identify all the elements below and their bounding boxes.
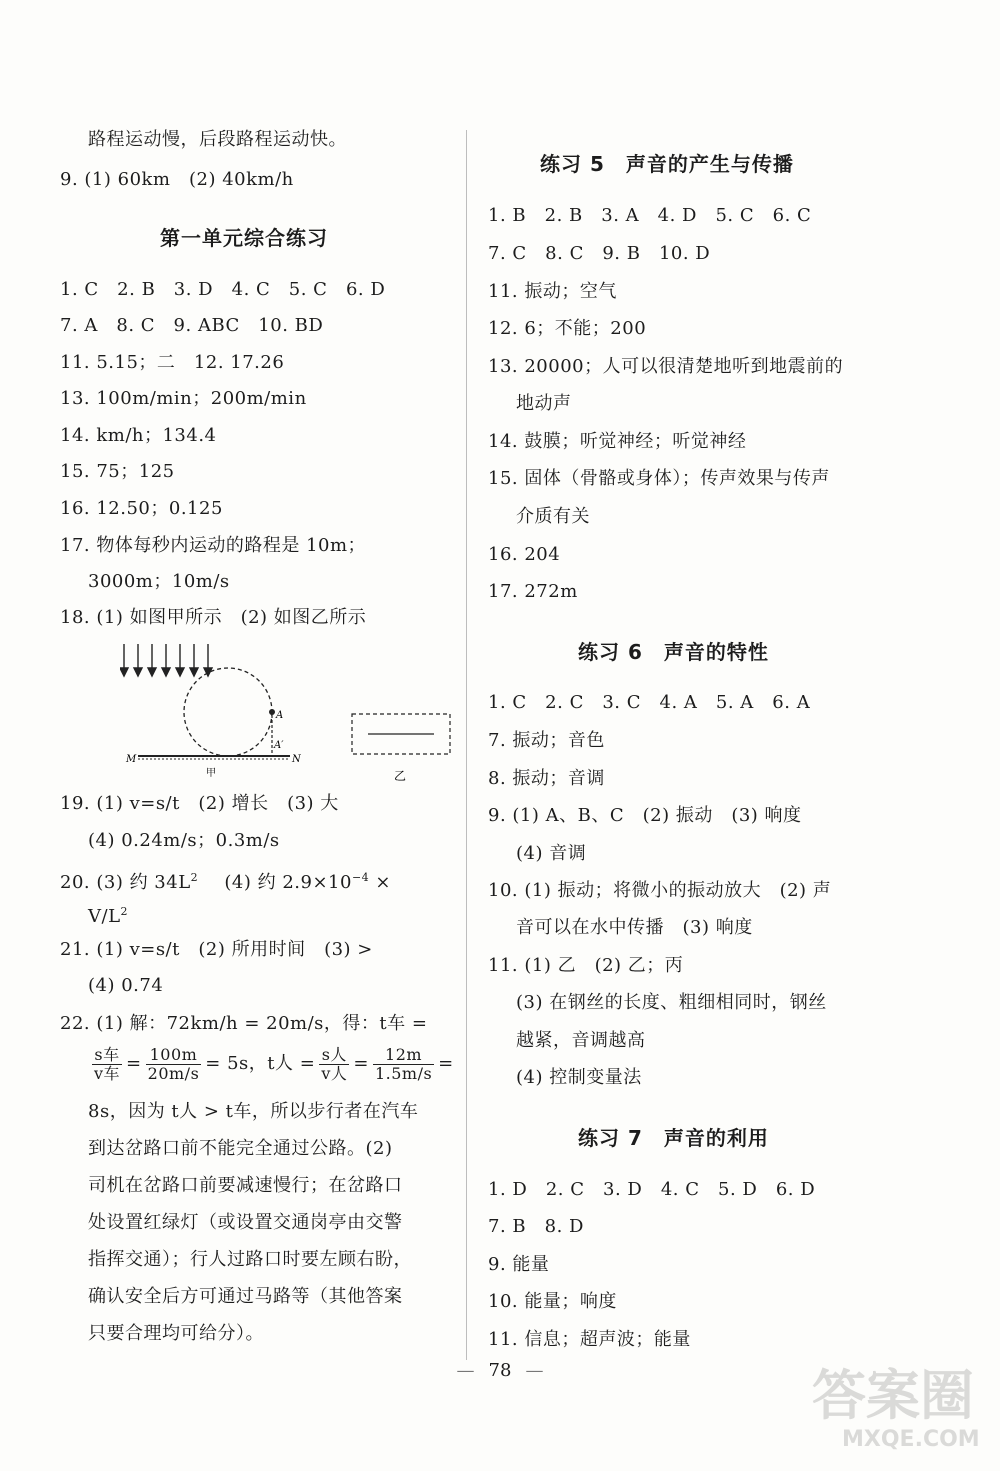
answer-line: 15. 75；125 xyxy=(60,461,175,482)
dashed-circle xyxy=(184,668,272,756)
answer-line: 3000m；10m/s xyxy=(88,571,230,592)
answer-line: (4) 音调 xyxy=(516,843,587,864)
answer-line: 地动声 xyxy=(516,393,572,414)
watermark-url: MXQE.COM xyxy=(842,1427,980,1452)
label-m: M xyxy=(126,754,137,765)
answer-line: $V/L^2$ xyxy=(88,905,129,927)
answer-line: (3) 在钢丝的长度、粗细相同时，钢丝 xyxy=(516,992,827,1013)
answer-line: 到达岔路口前不能完全通过公路。(2) xyxy=(88,1138,393,1159)
answer-line: 21. (1) v=s/t (2) 所用时间 (3) > xyxy=(60,939,373,960)
answer-line: 11. (1) 乙 (2) 乙；丙 xyxy=(488,955,684,976)
answer-line: 7. A 8. C 9. ABC 10. BD xyxy=(60,315,324,336)
section-heading: 练习 6 声音的特性 xyxy=(578,640,769,664)
answer-line: 18. (1) 如图甲所示 (2) 如图乙所示 xyxy=(60,607,367,628)
answer-line: 22. (1) 解：72km/h = 20m/s，得：t车 = xyxy=(60,1013,428,1034)
answer-line: 8. 振动；音调 xyxy=(488,768,605,789)
answer-line: (4) 0.74 xyxy=(88,975,164,996)
label-n: N xyxy=(292,754,301,765)
answer-line: 9. 能量 xyxy=(488,1254,550,1275)
answer-line: 指挥交通）；行人过路口时要左顾右盼， xyxy=(88,1249,412,1270)
answer-line: 7. C 8. C 9. B 10. D xyxy=(488,243,711,264)
fraction: $\frac{12m}{1.5m/s}$ xyxy=(374,1044,433,1083)
answer-line: 处设置红绿灯（或设置交通岗亭由交警 xyxy=(88,1212,403,1233)
label-a: A xyxy=(276,710,284,721)
answer-line: 16. 12.50；0.125 xyxy=(60,498,223,519)
answer-line: 16. 204 xyxy=(488,544,561,565)
formula-line: $\frac{\text{s车}}{\text{v车}}$ = $\frac{100m}{20m/s}$ = 5s，t人 = $\frac{\text{s人}}{\text{v人}}$ = $\frac{12m}{1.5m/s}$ = xyxy=(94,1044,454,1083)
answer-line: 11. 5.15；二 12. 17.26 xyxy=(60,352,285,373)
label-yi: 乙 xyxy=(394,769,407,783)
answer-line: 音可以在水中传播 (3) 响度 xyxy=(516,917,753,938)
answer-line: 12. 6；不能；200 xyxy=(488,318,647,339)
answer-line: 9. (1) 60km (2) 40km/h xyxy=(60,169,294,190)
text-line: 路程运动慢，后段路程运动快。 xyxy=(88,129,347,150)
answer-line: 介质有关 xyxy=(516,506,590,527)
answer-line: 1. C 2. C 3. C 4. A 5. A 6. A xyxy=(488,692,811,713)
answer-line: 8s，因为 t人 > t车，所以步行者在汽车 xyxy=(88,1101,419,1122)
answer-line: 1. D 2. C 3. D 4. C 5. D 6. D xyxy=(488,1179,816,1200)
label-a-prime: A′ xyxy=(274,740,284,751)
answer-line: (4) 控制变量法 xyxy=(516,1067,642,1088)
column-divider xyxy=(466,130,467,1360)
point-a xyxy=(269,709,275,715)
section-heading: 练习 5 声音的产生与传播 xyxy=(540,152,794,176)
fraction: $\frac{100m}{20m/s}$ xyxy=(147,1044,200,1083)
answer-line: 确认安全后方可通过马路等（其他答案 xyxy=(88,1286,403,1307)
watermark-logo xyxy=(812,1353,982,1463)
answer-line: (4) 0.24m/s；0.3m/s xyxy=(88,830,280,851)
answer-line: 14. km/h；134.4 xyxy=(60,425,217,446)
section-heading: 第一单元综合练习 xyxy=(160,226,328,250)
figure-jia-yi xyxy=(120,640,460,790)
answer-line: 20. (3) 约 $34L^2$ (4) 约 $2.9\times 10^{-4}$ × xyxy=(60,871,391,893)
answer-line: 17. 物体每秒内运动的路程是 10m； xyxy=(60,535,367,556)
answer-line: 只要合理均可给分）。 xyxy=(88,1323,264,1344)
answer-line: 15. 固体（骨骼或身体）；传声效果与传声 xyxy=(488,468,830,489)
label-jia: 甲 xyxy=(206,768,216,779)
answer-line: 7. 振动；音色 xyxy=(488,730,605,751)
answer-line: 11. 振动；空气 xyxy=(488,281,617,302)
watermark-text: 答案圈 xyxy=(812,1364,974,1427)
section-heading: 练习 7 声音的利用 xyxy=(578,1126,769,1150)
answer-line: 9. (1) A、B、C (2) 振动 (3) 响度 xyxy=(488,805,802,826)
answer-line: 14. 鼓膜；听觉神经；听觉神经 xyxy=(488,431,747,452)
answer-line: 19. (1) v=s/t (2) 增长 (3) 大 xyxy=(60,793,339,814)
answer-line: 10. (1) 振动；将微小的振动放大 (2) 声 xyxy=(488,880,832,901)
answer-line: 17. 272m xyxy=(488,581,578,602)
answer-line: 1. B 2. B 3. A 4. D 5. C 6. C xyxy=(488,205,812,226)
answer-line: 越紧，音调越高 xyxy=(516,1030,646,1051)
answer-line: 司机在岔路口前要减速慢行；在岔路口 xyxy=(88,1175,403,1196)
page-number: — 78 — xyxy=(456,1360,544,1381)
fraction: $\frac{\text{s人}}{\text{v人}}$ xyxy=(321,1044,348,1083)
answer-line: 11. 信息；超声波；能量 xyxy=(488,1329,691,1350)
answer-line: 13. 20000；人可以很清楚地听到地震前的 xyxy=(488,356,844,377)
answer-line: 10. 能量；响度 xyxy=(488,1291,617,1312)
answer-line: 1. C 2. B 3. D 4. C 5. C 6. D xyxy=(60,279,386,300)
answer-line: 13. 100m/min；200m/min xyxy=(60,388,307,409)
fraction: $\frac{\text{s车}}{\text{v车}}$ xyxy=(94,1044,121,1083)
answer-line: 7. B 8. D xyxy=(488,1216,584,1237)
light-arrows xyxy=(120,644,212,676)
